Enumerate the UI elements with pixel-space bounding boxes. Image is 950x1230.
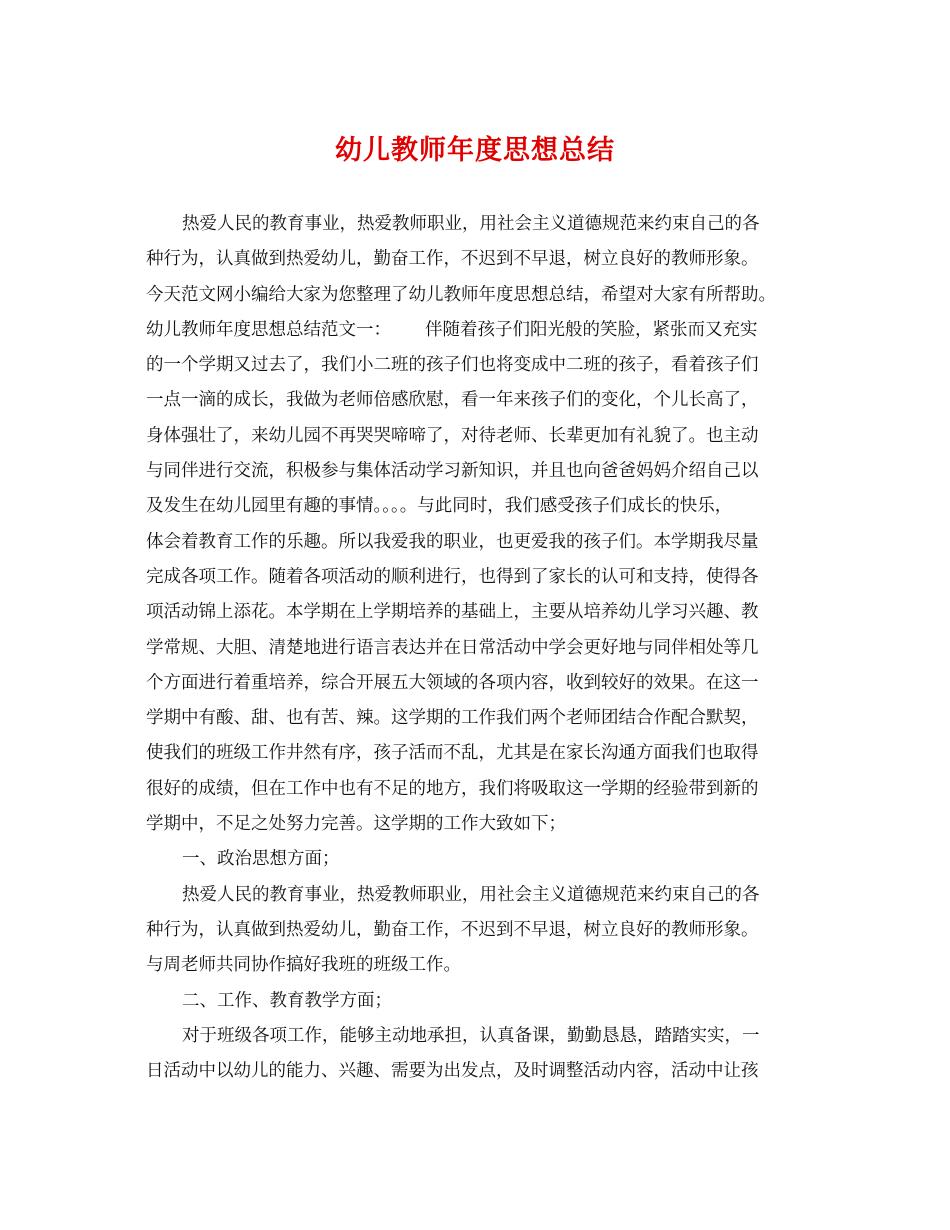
text-line: 很好的成绩，但在工作中也有不足的地方，我们将吸取这一学期的经验带到新的: [146, 778, 759, 799]
text-line: 种行为，认真做到热爱幼儿，勤奋工作，不迟到不早退，树立良好的教师形象。: [146, 249, 759, 270]
text-line: 热爱人民的教育事业，热爱教师职业，用社会主义道德规范来约束自己的各: [182, 884, 760, 905]
text-line: 的一个学期又过去了，我们小二班的孩子们也将变成中二班的孩子，看着孩子们: [146, 355, 759, 376]
text-line: 与周老师共同协作搞好我班的班级工作。: [146, 955, 461, 976]
text-line: 学期中，不足之处努力完善。这学期的工作大致如下；: [146, 814, 566, 835]
document-body: [146, 207, 806, 1089]
text-line: 学期中有酸、甜、也有苦、辣。这学期的工作我们两个老师团结合作配合默契，: [146, 708, 759, 729]
text-line: 与同伴进行交流，积极参与集体活动学习新知识，并且也向爸爸妈妈介绍自己以: [146, 461, 759, 482]
text-line: 使我们的班级工作井然有序，孩子活而不乱，尤其是在家长沟通方面我们也取得: [146, 743, 759, 764]
text-line: 完成各项工作。随着各项活动的顺利进行，也得到了家长的认可和支持，使得各: [146, 566, 759, 587]
text-line: 种行为，认真做到热爱幼儿，勤奋工作，不迟到不早退，树立良好的教师形象。: [146, 919, 759, 940]
section-heading-sample-one: 幼儿教师年度思想总结范文一：: [146, 319, 391, 340]
text-line: 体会着教育工作的乐趣。所以我爱我的职业，也更爱我的孩子们。本学期我尽量: [146, 531, 759, 552]
text-line: 今天范文网小编给大家为您整理了幼儿教师年度思想总结，希望对大家有所帮助。: [146, 284, 776, 305]
section-heading-politics: 一、政治思想方面；: [182, 849, 340, 870]
text-line: 一点一滴的成长，我做为老师倍感欣慰，看一年来孩子们的变化，个儿长高了，: [146, 390, 759, 411]
text-line: 对于班级各项工作，能够主动地承担，认真备课，勤勤恳恳，踏踏实实，一: [182, 1025, 760, 1046]
text-fragment: 伴随着孩子们阳光般的笑脸，紧张而又充实: [425, 319, 758, 340]
text-line: 热爱人民的教育事业，热爱教师职业，用社会主义道德规范来约束自己的各: [182, 214, 760, 234]
document-title: 幼儿教师年度思想总结: [335, 135, 615, 166]
text-line: 项活动锦上添花。本学期在上学期培养的基础上，主要从培养幼儿学习兴趣、教: [146, 602, 759, 623]
text-line: 身体强壮了，来幼儿园不再哭哭啼啼了，对待老师、长辈更加有礼貌了。也主动: [146, 425, 759, 446]
text-line: 及发生在幼儿园里有趣的事情。。。。与此同时，我们感受孩子们成长的快乐，: [146, 496, 733, 517]
text-line: 个方面进行着重培养，综合开展五大领域的各项内容，收到较好的效果。在这一: [146, 672, 759, 693]
section-heading-teaching: 二、工作、教育教学方面；: [182, 990, 392, 1011]
text-line: 日活动中以幼儿的能力、兴趣、需要为出发点，及时调整活动内容，活动中让孩: [146, 1061, 759, 1082]
text-line: 学常规、大胆、清楚地进行语言表达并在日常活动中学会更好地与同伴相处等几: [146, 637, 759, 658]
text-line-compound: [146, 313, 806, 348]
